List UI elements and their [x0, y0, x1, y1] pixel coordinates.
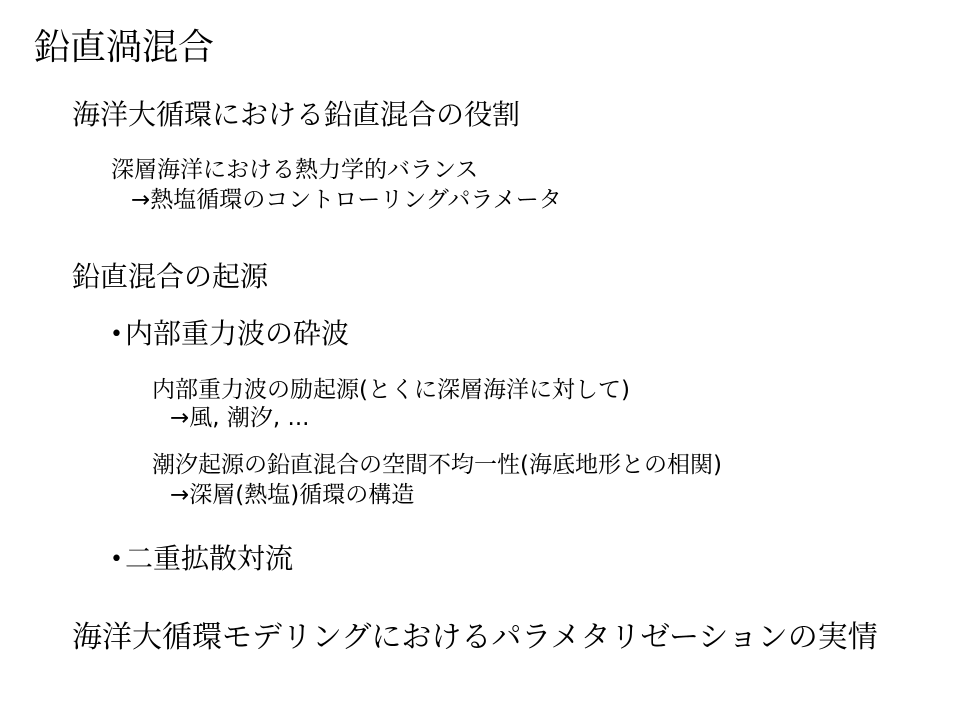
body-line-excitation-sources: 内部重力波の励起源(とくに深層海洋に対して) — [152, 377, 630, 403]
section-heading-role-of-vertical-mixing: 海洋大循環における鉛直混合の役割 — [72, 98, 521, 131]
slide-title: 鉛直渦混合 — [34, 27, 215, 68]
bullet-item-label: 二重拡散対流 — [124, 542, 293, 575]
bullet-item-internal-gravity-wave-breaking — [110, 319, 349, 350]
bullet-icon: • — [110, 547, 123, 572]
body-line-thermodynamic-balance: 深層海洋における熱力学的バランス — [111, 157, 479, 183]
bullet-item-double-diffusive-convection — [110, 544, 293, 575]
bullet-icon: • — [110, 322, 123, 347]
arrow-line-deep-circulation-structure: →深層(熱塩)循環の構造 — [170, 482, 415, 508]
bullet-item-label: 内部重力波の砕波 — [124, 317, 349, 350]
section-heading-parameterization-reality: 海洋大循環モデリングにおけるパラメタリゼーションの実情 — [72, 620, 878, 655]
body-line-spatial-inhomogeneity: 潮汐起源の鉛直混合の空間不均一性(海底地形との相関) — [152, 452, 722, 478]
arrow-line-wind-tides: →風, 潮汐, ... — [170, 405, 310, 431]
section-heading-origin-of-vertical-mixing: 鉛直混合の起源 — [72, 260, 269, 293]
arrow-line-thermohaline-controlling-parameter: →熱塩循環のコントローリングパラメータ — [131, 187, 562, 213]
